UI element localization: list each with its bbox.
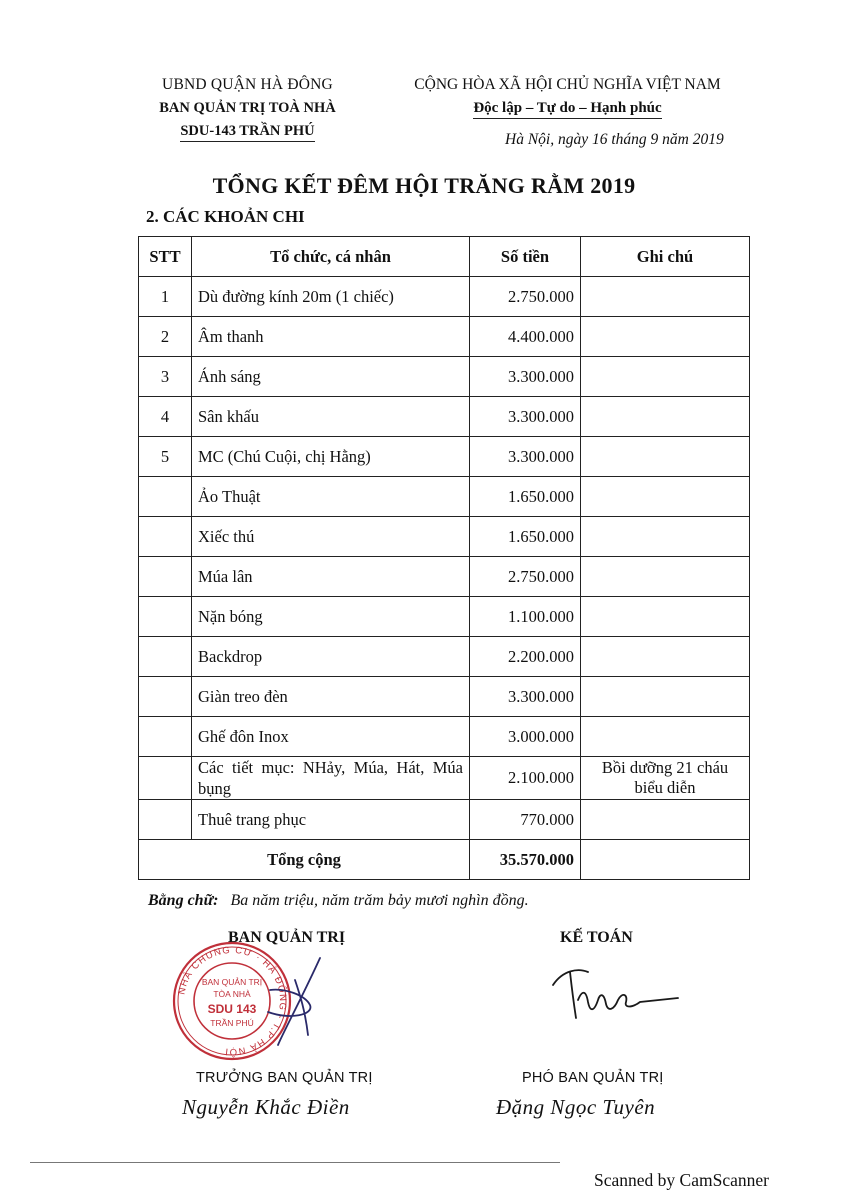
total-amount: 35.570.000 — [470, 840, 581, 880]
row-amount: 1.100.000 — [470, 597, 581, 637]
row-note — [581, 477, 750, 517]
total-row — [139, 840, 750, 880]
row-note: Bồi dưỡng 21 cháu biểu diễn — [581, 757, 750, 800]
section-heading: 2. CÁC KHOẢN CHI — [146, 207, 305, 226]
row-stt — [139, 717, 192, 757]
national-motto: Độc lập – Tự do – Hạnh phúc — [473, 100, 661, 119]
row-stt — [139, 517, 192, 557]
row-note — [581, 557, 750, 597]
signature-left-title: BAN QUẢN TRỊ — [228, 929, 346, 946]
table-row — [139, 800, 750, 840]
row-name: Thuê trang phục — [192, 800, 470, 840]
amount-in-words-text: Ba năm triệu, năm trăm bảy mươi nghìn đồng. — [230, 892, 529, 909]
row-note — [581, 357, 750, 397]
stamp-line-2: TÒA NHÀ — [213, 989, 251, 999]
table-row — [139, 597, 750, 637]
total-label: Tổng cộng — [139, 840, 470, 880]
row-stt — [139, 477, 192, 517]
row-name: Âm thanh — [192, 317, 470, 357]
amount-in-words-label: Bằng chữ: — [148, 892, 219, 909]
row-name: Xiếc thú — [192, 517, 470, 557]
table-row — [139, 357, 750, 397]
row-stt — [139, 557, 192, 597]
row-note — [581, 437, 750, 477]
table-header-row — [139, 237, 750, 277]
row-note — [581, 597, 750, 637]
footer-divider — [30, 1162, 560, 1163]
total-note — [581, 840, 750, 880]
row-amount: 3.300.000 — [470, 677, 581, 717]
row-stt — [139, 597, 192, 637]
row-note — [581, 717, 750, 757]
header-organization: Tổ chức, cá nhân — [192, 237, 470, 277]
table-row — [139, 397, 750, 437]
signature-right-icon — [548, 960, 688, 1030]
row-note — [581, 637, 750, 677]
row-amount: 2.100.000 — [470, 757, 581, 800]
row-name: Múa lân — [192, 557, 470, 597]
signer-left-role: TRƯỞNG BAN QUẢN TRỊ — [196, 1070, 373, 1086]
row-amount: 4.400.000 — [470, 317, 581, 357]
board-name: BAN QUẢN TRỊ TOÀ NHÀ — [159, 100, 336, 116]
row-note — [581, 677, 750, 717]
header-left-block — [140, 76, 355, 142]
row-name: MC (Chú Cuội, chị Hằng) — [192, 437, 470, 477]
signer-right-role: PHÓ BAN QUẢN TRỊ — [522, 1070, 664, 1086]
scanner-watermark: Scanned by CamScanner — [594, 1170, 769, 1190]
row-stt — [139, 800, 192, 840]
signature-right-title: KẾ TOÁN — [560, 929, 633, 946]
row-stt — [139, 757, 192, 800]
row-note — [581, 277, 750, 317]
row-amount: 1.650.000 — [470, 477, 581, 517]
expense-table — [138, 236, 750, 880]
table-row — [139, 477, 750, 517]
row-stt: 2 — [139, 317, 192, 357]
signature-left-icon — [250, 950, 340, 1050]
table-row — [139, 317, 750, 357]
table-row — [139, 277, 750, 317]
document-title: TỔNG KẾT ĐÊM HỘI TRĂNG RẰM 2019 — [212, 173, 636, 198]
row-amount: 3.000.000 — [470, 717, 581, 757]
signer-right-name: Đặng Ngọc Tuyên — [496, 1095, 656, 1119]
row-note — [581, 397, 750, 437]
row-amount: 3.300.000 — [470, 397, 581, 437]
row-name: Sân khấu — [192, 397, 470, 437]
stamp-line-4: TRẦN PHÚ — [210, 1018, 254, 1028]
table-row — [139, 517, 750, 557]
table-row — [139, 757, 750, 800]
row-stt — [139, 677, 192, 717]
header-amount: Số tiền — [470, 237, 581, 277]
building-name: SDU-143 TRẦN PHÚ — [180, 123, 314, 142]
table-row — [139, 437, 750, 477]
row-stt: 5 — [139, 437, 192, 477]
row-stt: 4 — [139, 397, 192, 437]
row-name: Các tiết mục: NHảy, Múa, Hát, Múa bụng — [192, 757, 470, 800]
row-name: Giàn treo đèn — [192, 677, 470, 717]
table-row — [139, 717, 750, 757]
header-stt: STT — [139, 237, 192, 277]
row-name: Backdrop — [192, 637, 470, 677]
row-stt: 3 — [139, 357, 192, 397]
row-amount: 770.000 — [470, 800, 581, 840]
row-note — [581, 517, 750, 557]
district-name: UBND QUẬN HÀ ĐÔNG — [162, 76, 333, 93]
row-amount: 2.750.000 — [470, 557, 581, 597]
document-date: Hà Nội, ngày 16 tháng 9 năm 2019 — [505, 131, 724, 148]
stamp-line-3: SDU 143 — [207, 1002, 257, 1016]
row-amount: 2.200.000 — [470, 637, 581, 677]
row-name: Ảo Thuật — [192, 477, 470, 517]
row-note — [581, 800, 750, 840]
row-amount: 2.750.000 — [470, 277, 581, 317]
row-amount: 3.300.000 — [470, 437, 581, 477]
row-name: Ánh sáng — [192, 357, 470, 397]
table-row — [139, 637, 750, 677]
signer-left-name: Nguyễn Khắc Điền — [182, 1095, 350, 1119]
row-stt: 1 — [139, 277, 192, 317]
row-name: Ghế đôn Inox — [192, 717, 470, 757]
table-row — [139, 557, 750, 597]
country-name: CỘNG HÒA XÃ HỘI CHỦ NGHĨA VIỆT NAM — [414, 76, 721, 93]
stamp-outer-text: NHÀ CHUNG CƯ · HÀ ĐÔNG - T.P HÀ NỘI — [176, 944, 289, 1058]
row-name: Nặn bóng — [192, 597, 470, 637]
amount-in-words — [148, 892, 529, 910]
row-name: Dù đường kính 20m (1 chiếc) — [192, 277, 470, 317]
row-amount: 3.300.000 — [470, 357, 581, 397]
stamp-line-1: BAN QUẢN TRỊ — [201, 977, 263, 987]
row-amount: 1.650.000 — [470, 517, 581, 557]
table-row — [139, 677, 750, 717]
row-stt — [139, 637, 192, 677]
header-right-block — [395, 76, 740, 119]
row-note — [581, 317, 750, 357]
header-note: Ghi chú — [581, 237, 750, 277]
